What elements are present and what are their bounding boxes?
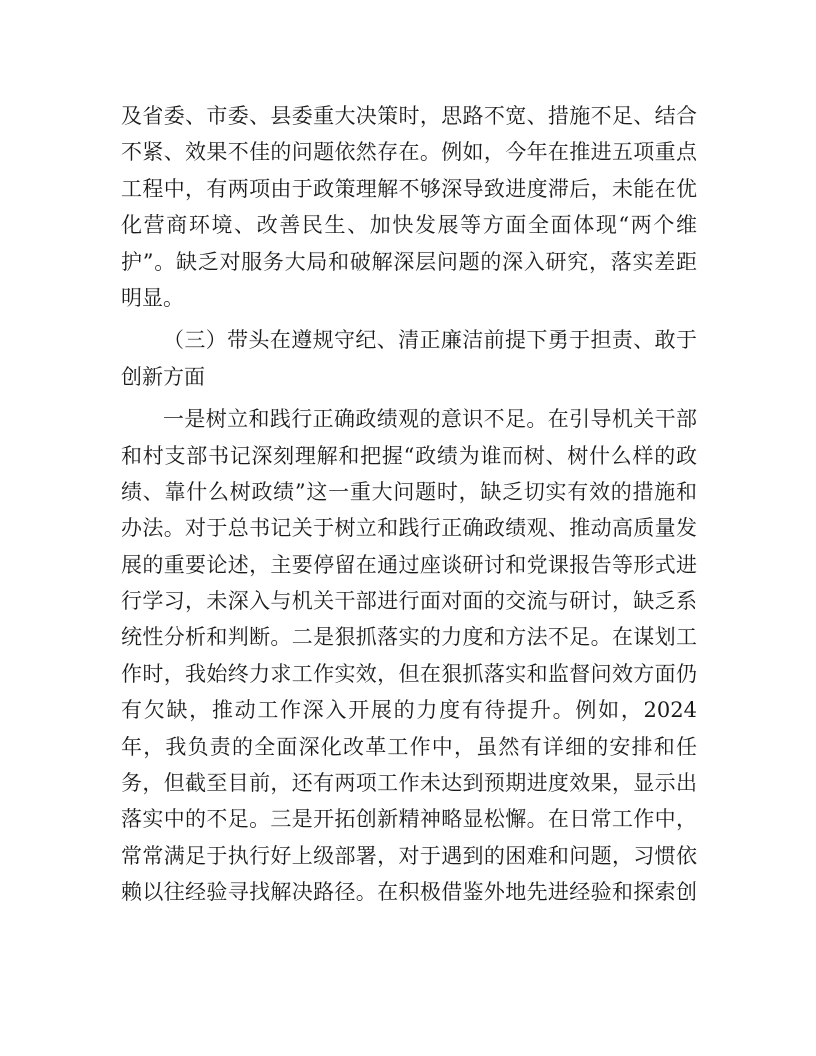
text-line: 展的重要论述，主要停留在通过座谈研讨和党课报告等形式进 xyxy=(121,552,697,577)
text-line: 年，我负责的全面深化改革工作中，虽然有详细的安排和任 xyxy=(121,734,697,759)
text-line: 常常满足于执行好上级部署，对于遇到的困难和问题，习惯依 xyxy=(121,843,697,868)
text-line: 及省委、市委、县委重大决策时，思路不宽、措施不足、结合 xyxy=(121,104,697,128)
text-line: 作时，我始终力求工作实效，但在狠抓落实和监督问效方面仍 xyxy=(121,661,697,686)
paragraph xyxy=(121,401,697,910)
text-line: 行学习，未深入与机关干部进行面对面的交流与研讨，缺乏系 xyxy=(121,589,697,614)
text-line: 有欠缺，推动工作深入开展的力度有待提升。例如，2024 xyxy=(121,698,697,723)
paragraph-continuation xyxy=(121,98,697,316)
text-line: 不紧、效果不佳的问题依然存在。例如，今年在推进五项重点 xyxy=(121,140,697,165)
text-line: 赖以往经验寻找解决路径。在积极借鉴外地先进经验和探索创 xyxy=(121,880,697,905)
text-line: 明显。 xyxy=(121,285,184,310)
text-line: 统性分析和判断。二是狠抓落实的力度和方法不足。在谋划工 xyxy=(121,625,697,650)
section-heading xyxy=(121,322,697,395)
document-body xyxy=(121,98,697,911)
heading-line: （三）带头在遵规守纪、清正廉洁前提下勇于担责、敢于 xyxy=(163,328,697,353)
text-line: 化营商环境、改善民生、加快发展等方面全面体现“两个维 xyxy=(121,213,697,238)
text-line: 务，但截至目前，还有两项工作未达到预期进度效果，显示出 xyxy=(121,771,697,796)
text-line: 护”。缺乏对服务大局和破解深层问题的深入研究，落实差距 xyxy=(121,249,697,274)
text-line: 办法。对于总书记关于树立和践行正确政绩观、推动高质量发 xyxy=(121,516,697,541)
text-line: 和村支部书记深刻理解和把握“政绩为谁而树、树什么样的政 xyxy=(121,443,697,468)
text-line: 绩、靠什么树政绩”这一重大问题时，缺乏切实有效的措施和 xyxy=(121,479,697,504)
text-line: 一是树立和践行正确政绩观的意识不足。在引导机关干部 xyxy=(163,407,697,432)
text-line: 落实中的不足。三是开拓创新精神略显松懈。在日常工作中， xyxy=(121,807,697,832)
text-line: 工程中，有两项由于政策理解不够深导致进度滞后，未能在优 xyxy=(121,176,697,201)
heading-line: 创新方面 xyxy=(121,364,205,389)
